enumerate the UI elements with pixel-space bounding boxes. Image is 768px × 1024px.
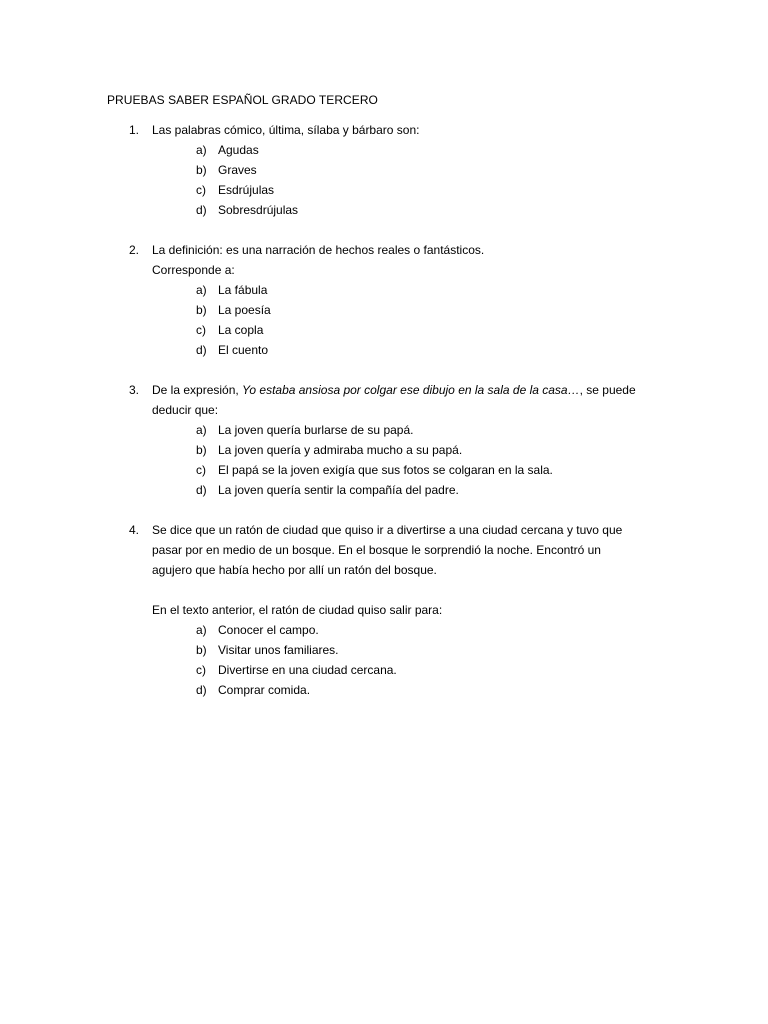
- question-text: pasar por en medio de un bosque. En el bosque le sorprendió la noche. Encontró un: [152, 543, 601, 557]
- question-text: agujero que había hecho por allí un ratón del bosque.: [152, 563, 437, 577]
- option-text: Esdrújulas: [218, 183, 275, 197]
- option-text: El cuento: [218, 343, 269, 357]
- option-letter: a): [196, 623, 207, 637]
- question-text: Corresponde a:: [152, 263, 235, 277]
- option-text: Sobresdrújulas: [218, 203, 299, 217]
- question-text-prefix: De la expresión,: [152, 383, 243, 397]
- option-text: Graves: [218, 163, 257, 177]
- question-text: deducir que:: [152, 403, 219, 417]
- option-text: La joven quería y admiraba mucho a su papá.: [218, 443, 463, 457]
- option-letter: d): [196, 203, 207, 217]
- option-text: El papá se la joven exigía que sus fotos se colgaran en la sala.: [218, 463, 553, 477]
- question-number: 1.: [129, 123, 140, 137]
- option-letter: c): [196, 463, 206, 477]
- option-letter: a): [196, 423, 207, 437]
- question-number: 2.: [129, 243, 140, 257]
- page-title: PRUEBAS SABER ESPAÑOL GRADO TERCERO: [107, 93, 378, 107]
- question-text-suffix: , se puede: [579, 383, 636, 397]
- option-letter: c): [196, 323, 206, 337]
- option-text: La poesía: [218, 303, 271, 317]
- option-letter: d): [196, 343, 207, 357]
- option-letter: b): [196, 643, 207, 657]
- option-text: Divertirse en una ciudad cercana.: [218, 663, 397, 677]
- question-text: Las palabras cómico, última, sílaba y bárbaro son:: [152, 123, 420, 137]
- question-number: 3.: [129, 383, 140, 397]
- question-prompt: En el texto anterior, el ratón de ciudad quiso salir para:: [152, 603, 443, 617]
- option-letter: b): [196, 303, 207, 317]
- option-letter: c): [196, 663, 206, 677]
- option-text: Conocer el campo.: [218, 623, 319, 637]
- option-text: Comprar comida.: [218, 683, 311, 697]
- option-text: La joven quería burlarse de su papá.: [218, 423, 414, 437]
- question-number: 4.: [129, 523, 140, 537]
- option-text: Visitar unos familiares.: [218, 643, 339, 657]
- option-letter: c): [196, 183, 206, 197]
- option-letter: b): [196, 163, 207, 177]
- option-letter: a): [196, 283, 207, 297]
- option-letter: a): [196, 143, 207, 157]
- option-letter: d): [196, 483, 207, 497]
- question-text: [152, 382, 636, 398]
- option-text: La joven quería sentir la compañía del padre.: [218, 483, 459, 497]
- option-text: La copla: [218, 323, 264, 337]
- option-text: La fábula: [218, 283, 268, 297]
- quoted-expression: Yo estaba ansiosa por colgar ese dibujo en la sala de la casa…: [242, 383, 580, 397]
- option-text: Agudas: [218, 143, 259, 157]
- question-text: Se dice que un ratón de ciudad que quiso ir a divertirse a una ciudad cercana y tuvo que: [152, 523, 623, 537]
- question-text: La definición: es una narración de hechos reales o fantásticos.: [152, 243, 485, 257]
- option-letter: d): [196, 683, 207, 697]
- option-letter: b): [196, 443, 207, 457]
